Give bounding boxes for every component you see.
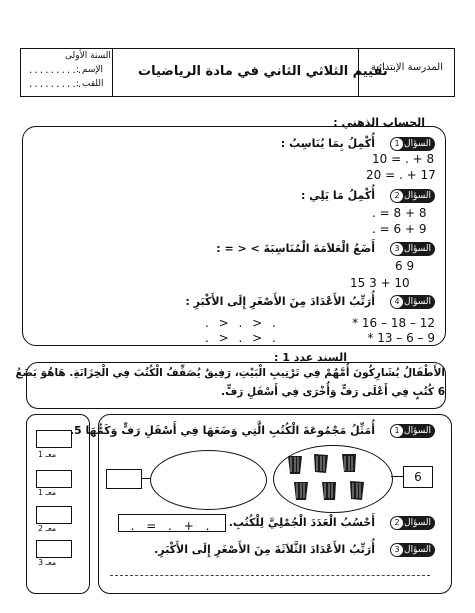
question-badge	[390, 543, 435, 557]
exercise-box	[98, 414, 452, 594]
empty-set-ellipse[interactable]	[150, 450, 267, 510]
question-number: 2	[391, 190, 403, 202]
number-box	[403, 466, 433, 488]
question-text: أُرَتِّبُ الأَعْدَادَ مِنَ الأَصْغَرِ إِلَى الأَكْبَرِ :	[185, 295, 375, 308]
question-text: أَضَعُ الْعَلاَمَةَ الْمُنَاسِبَةَ > < = :	[216, 242, 375, 255]
name-label: الإسم :	[76, 65, 104, 75]
section2-title: السند عدد 1 :	[273, 351, 347, 364]
question-number: 1	[391, 138, 403, 150]
question-label: السؤال	[404, 518, 431, 528]
question-label: السؤال	[404, 426, 431, 436]
answer-blanks: . > . > .	[205, 316, 279, 330]
answer-box[interactable]	[106, 469, 142, 489]
question-text: أَحْسُبُ الْعَدَدَ الْجُمْلِيَّ لِلْكُتُبِ.	[228, 516, 375, 529]
question-text: أُمَثِّلُ مَجْمُوعَةَ الْكُتُبِ الَّتِي وَضَعَهَا فِي أَسْفَلِ رَفٍّ وَكَمُّهَا 5.	[69, 424, 375, 437]
score-box	[36, 506, 72, 524]
question-number: 1	[391, 425, 403, 437]
books-icon-group	[282, 452, 382, 506]
comparison: 6 9	[395, 259, 415, 273]
question-badge	[390, 516, 435, 530]
question-number: 4	[391, 296, 403, 308]
question-number: 2	[391, 517, 403, 529]
question-label: السؤال	[404, 244, 431, 254]
question-text: أُكْمِلُ مَا يَلِي :	[301, 189, 375, 202]
question-label: السؤال	[404, 545, 431, 555]
question-number: 3	[391, 544, 403, 556]
equation: 10 = . + 8	[372, 152, 435, 166]
book-icon	[314, 454, 328, 473]
criterion-label: معـ 1	[38, 450, 57, 459]
header-divider-left	[112, 48, 113, 96]
answer-expression-box[interactable]	[118, 514, 226, 532]
equation: 20 = . + 17	[366, 168, 436, 182]
school-label: المدرسة الإبتدائية	[370, 62, 443, 73]
answer-line[interactable]	[110, 575, 430, 576]
year-label: السنة الأولى	[65, 51, 111, 61]
book-icon	[350, 481, 364, 500]
question-label: السؤال	[404, 297, 431, 307]
score-box	[36, 470, 72, 488]
number-box-value: 6	[414, 470, 422, 484]
question-badge	[390, 137, 435, 151]
equation: . = 8 + 8	[372, 206, 427, 220]
answer-expression: . = . + .	[130, 519, 214, 533]
answer-blanks: . > . > .	[205, 331, 279, 345]
question-number: 3	[391, 243, 403, 255]
page-title: تقييم الثلاثي الثاني في مادة الرياضيات	[138, 64, 388, 79]
question-label: السؤال	[404, 191, 431, 201]
book-icon	[294, 482, 308, 500]
question-badge	[390, 242, 435, 256]
support-text-line1: الأَطْفَالُ يُشَارِكُونَ أُمَّهُمْ فِي تَرْتِيبِ الْبَيْتِ، رَفِيقٌ يُصَفِّفُ الْكُتُبَ فِي الْخِزَانَةِ. هَاهُوَ يَضَعُ	[15, 367, 445, 379]
score-box	[36, 540, 72, 558]
number-sequence: * 16 – 18 – 12	[352, 316, 435, 330]
book-icon	[322, 482, 336, 500]
connector-line	[391, 476, 403, 477]
question-badge	[390, 189, 435, 203]
score-box	[36, 430, 72, 448]
surname-label: اللقب :	[76, 79, 104, 89]
book-icon	[288, 456, 302, 474]
number-sequence: * 13 – 6 – 9	[367, 331, 435, 345]
comparison: 15 3 + 10	[350, 276, 410, 290]
question-badge	[390, 424, 435, 438]
equation: . = 6 + 9	[372, 222, 427, 236]
section1-title: الحساب الذهني :	[333, 116, 425, 129]
question-text: أُكْمِلُ بِمَا يُنَاسِبُ :	[280, 137, 375, 150]
criterion-label: معـ 1	[38, 488, 57, 497]
criterion-label: معـ 3	[38, 558, 57, 567]
support-text-line2: 6 كُتُبٍ فِي أَعْلَى رَفٍّ وَأُخْرَى فِي أَسْفَلِ رَفٍّ.	[221, 386, 445, 398]
surname-dots: ..........	[28, 80, 83, 90]
book-icon	[342, 454, 356, 472]
name-dots: ..........	[28, 66, 83, 76]
question-badge	[390, 295, 435, 309]
criterion-label: معـ 2	[38, 524, 57, 533]
question-text: أُرَتِّبُ الأَعْدَادَ الثَّلاَثَةَ مِنَ الأَصْغَرِ إِلَى الأَكْبَرِ.	[154, 543, 375, 556]
question-label: السؤال	[404, 139, 431, 149]
